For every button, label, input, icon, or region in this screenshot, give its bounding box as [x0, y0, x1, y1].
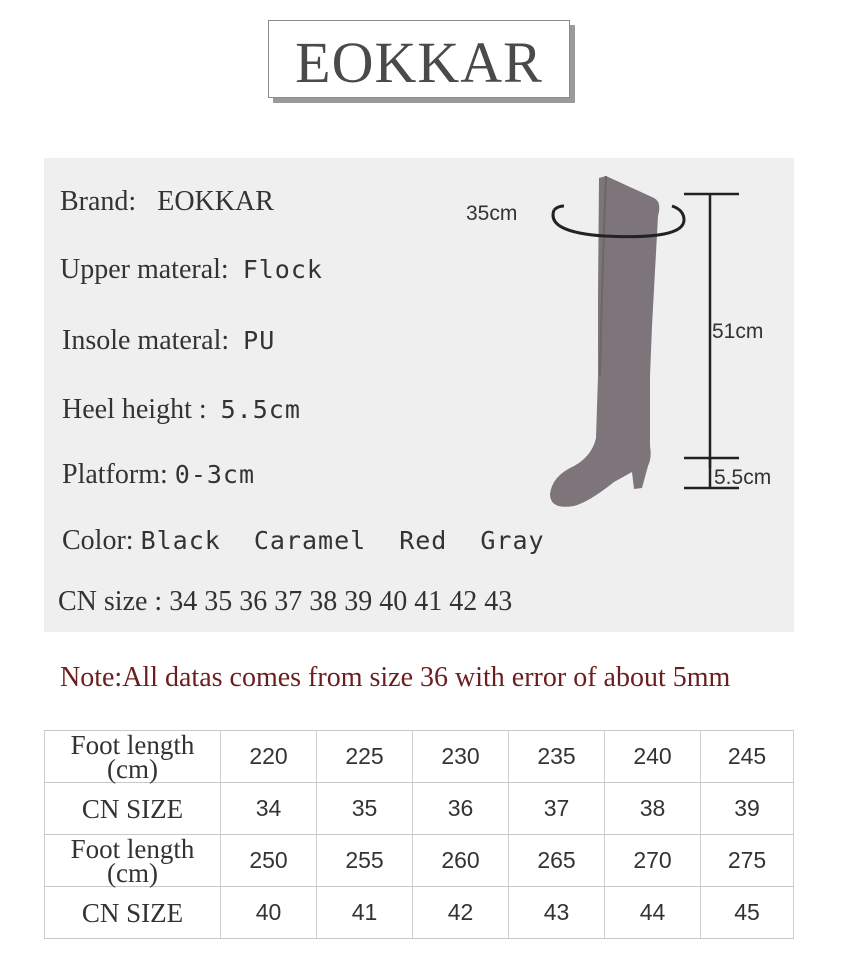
color-spec — [62, 525, 571, 557]
cn-size-spec — [58, 586, 512, 618]
color-option-red: Red — [399, 526, 448, 555]
row-header-line1: CN SIZE — [81, 793, 184, 824]
table-cell: 34 — [221, 783, 317, 835]
heel-height-label: Heel height : — [62, 394, 207, 425]
product-info-panel — [44, 158, 794, 632]
table-row — [45, 731, 794, 783]
table-cell: 230 — [413, 731, 509, 783]
table-cell: 265 — [509, 835, 605, 887]
brand-value: EOKKAR — [157, 186, 274, 217]
table-row — [45, 835, 794, 887]
upper-material-value: Flock — [242, 255, 323, 284]
boot-illustration-area — [544, 176, 794, 516]
table-cell: 255 — [317, 835, 413, 887]
table-row — [45, 887, 794, 939]
table-cell: 245 — [701, 731, 794, 783]
table-cell: 260 — [413, 835, 509, 887]
brand-logo — [268, 20, 570, 98]
row-header — [45, 835, 221, 887]
table-cell: 40 — [221, 887, 317, 939]
cn-size-values: 34 35 36 37 38 39 40 41 42 43 — [169, 586, 513, 617]
table-cell: 240 — [605, 731, 701, 783]
platform-spec — [62, 459, 255, 491]
row-header-line2: (cm) — [107, 857, 158, 888]
row-header-line1: CN SIZE — [81, 897, 184, 928]
table-row — [45, 783, 794, 835]
row-header — [45, 887, 221, 939]
platform-label: Platform: — [62, 459, 168, 490]
table-cell: 44 — [605, 887, 701, 939]
table-cell: 250 — [221, 835, 317, 887]
table-cell: 35 — [317, 783, 413, 835]
table-cell: 225 — [317, 731, 413, 783]
insole-material-value: PU — [243, 326, 276, 355]
color-option-gray: Gray — [480, 526, 545, 555]
table-cell: 41 — [317, 887, 413, 939]
measurement-note: Note:All datas comes from size 36 with error of about 5mm — [60, 662, 731, 693]
heel-height-dimension-label: 5.5cm — [714, 466, 772, 489]
row-header-line1: Foot length — [70, 833, 195, 864]
row-header-line1: Foot length — [70, 729, 195, 760]
table-cell: 270 — [605, 835, 701, 887]
brand-label: Brand: — [60, 186, 137, 217]
row-header-line2: (cm) — [107, 753, 158, 784]
brand-spec — [60, 186, 274, 218]
row-header — [45, 731, 221, 783]
heel-height-spec — [62, 394, 301, 426]
insole-material-label: Insole materal: — [62, 325, 230, 356]
color-label: Color: — [62, 525, 134, 556]
table-cell: 37 — [509, 783, 605, 835]
upper-material-label: Upper materal: — [60, 254, 229, 285]
table-cell: 42 — [413, 887, 509, 939]
platform-value: 0-3cm — [174, 460, 256, 489]
insole-material-spec — [62, 325, 275, 357]
table-cell: 39 — [701, 783, 794, 835]
cn-size-label: CN size : — [58, 586, 163, 617]
size-chart-table — [44, 730, 794, 939]
color-option-black: Black — [140, 526, 221, 555]
heel-height-value: 5.5cm — [220, 395, 301, 424]
table-cell: 45 — [701, 887, 794, 939]
table-cell: 43 — [509, 887, 605, 939]
table-cell: 235 — [509, 731, 605, 783]
table-cell: 36 — [413, 783, 509, 835]
table-cell: 38 — [605, 783, 701, 835]
color-option-caramel: Caramel — [253, 526, 367, 555]
shaft-height-label: 51cm — [712, 320, 764, 343]
logo-text: EOKKAR — [295, 30, 543, 95]
row-header — [45, 783, 221, 835]
table-cell: 220 — [221, 731, 317, 783]
upper-material-spec — [60, 254, 323, 286]
circumference-label: 35cm — [466, 202, 518, 225]
table-cell: 275 — [701, 835, 794, 887]
boot-image — [544, 176, 794, 516]
